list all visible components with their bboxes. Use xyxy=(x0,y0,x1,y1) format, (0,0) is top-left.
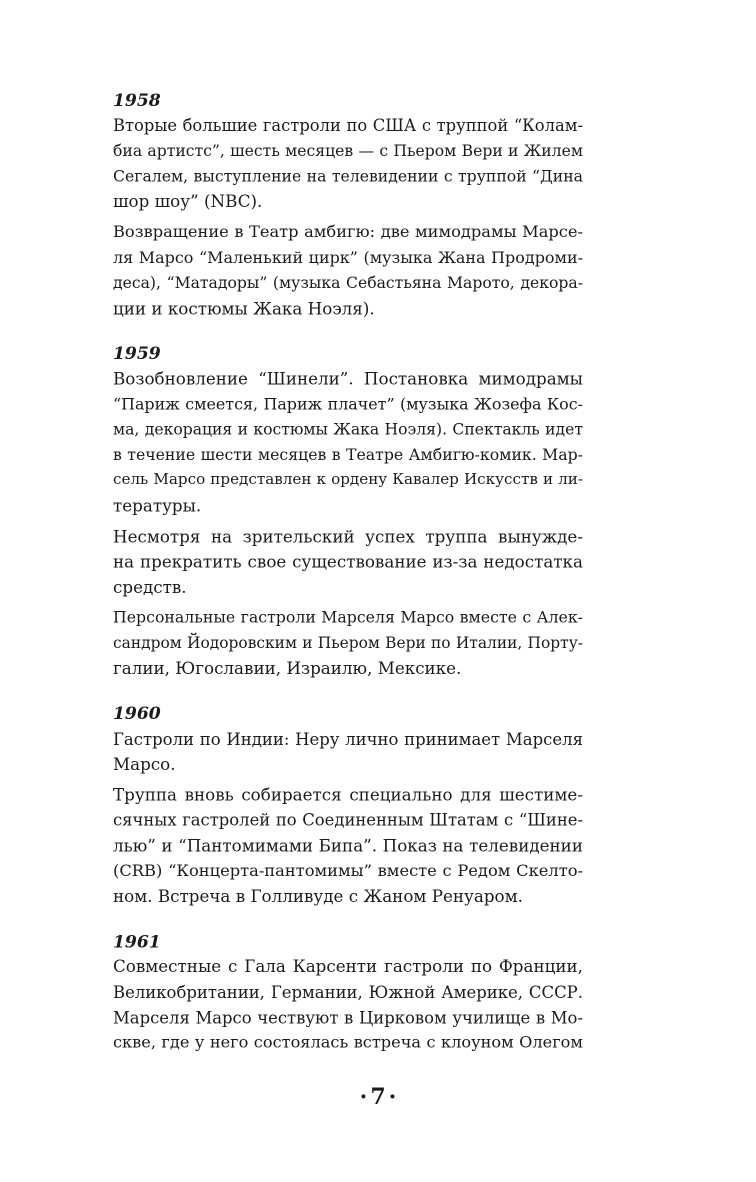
paragraph xyxy=(113,113,583,215)
text-line: ля Марсо “Маленький цирк” (музыка Жана Продроми- xyxy=(113,248,583,267)
text-line: биа артистс”, шесть месяцев — с Пьером Вери и Жилем xyxy=(113,142,583,161)
text-line: скве, где у него состоялась встреча с клоуном Олегом xyxy=(113,1034,583,1053)
folio-ornament-left: · xyxy=(359,1084,368,1110)
text-line: сель Марсо представлен к ордену Кавалер Искусств и ли- xyxy=(113,471,583,489)
year-heading: 1960 xyxy=(113,702,161,724)
page-number xyxy=(0,1082,756,1112)
folio-ornament-right: · xyxy=(388,1084,397,1110)
paragraph xyxy=(113,220,583,322)
text-line: сандром Йодоровским и Пьером Вери по Италии, Порту- xyxy=(113,634,583,653)
text-line: сячных гастролей по Соединенным Штатам с “Шине- xyxy=(113,810,583,831)
paragraph xyxy=(113,605,583,681)
text-line: на прекратить свое существование из-за недостатка xyxy=(113,552,583,572)
text-line: Вторые большие гастроли по США с труппой “Колам- xyxy=(113,115,583,135)
text-line: тературы. xyxy=(113,496,202,516)
text-line: Возвращение в Театр амбигю: две мимодрамы Марсе- xyxy=(113,222,583,242)
text-line: Совместные с Гала Карсенти гастроли по Франции, xyxy=(113,957,583,977)
paragraph xyxy=(113,524,583,600)
text-line: Великобритании, Германии, Южной Америке, СССР. xyxy=(113,982,583,1003)
year-section-1959 xyxy=(113,341,583,681)
text-line: шор шоу” (NBC). xyxy=(113,192,263,212)
text-line: ном. Встреча в Голливуде с Жаном Ренуаром. xyxy=(113,886,523,907)
text-line: ма, декорация и костюмы Жака Ноэля). Спектакль идет xyxy=(113,420,583,439)
year-heading: 1961 xyxy=(113,930,161,952)
paragraph xyxy=(113,783,583,910)
text-line: галии, Югославии, Израилю, Мексике. xyxy=(113,658,462,679)
page-body xyxy=(113,88,583,1076)
text-line: в течение шести месяцев в Театре Амбигю-комик. Мар- xyxy=(113,446,583,465)
text-line: Возобновление “Шинели”. Постановка мимодрамы xyxy=(113,369,583,389)
page-number-value: 7 xyxy=(370,1084,386,1110)
text-line: ции и костюмы Жака Ноэля). xyxy=(113,298,375,319)
paragraph xyxy=(113,955,583,1057)
year-heading: 1958 xyxy=(113,89,161,111)
year-section-1958 xyxy=(113,88,583,322)
year-heading: 1959 xyxy=(113,343,161,364)
text-line: Гастроли по Индии: Неру лично принимает Марселя xyxy=(113,729,583,749)
text-line: Несмотря на зрительский успех труппа вынужде- xyxy=(113,526,583,547)
text-line: Марселя Марсо чествуют в Цирковом училище в Мо- xyxy=(113,1007,583,1028)
text-line: Персональные гастроли Марселя Марсо вместе с Алек- xyxy=(113,608,583,627)
year-section-1960 xyxy=(113,701,583,909)
paragraph xyxy=(113,727,583,778)
year-section-1961 xyxy=(113,929,583,1056)
text-line: Труппа вновь собирается специально для шестиме- xyxy=(113,785,583,805)
text-line: Марсо. xyxy=(113,754,176,775)
text-line: лью” и “Пантомимами Бипа”. Показ на телевидении xyxy=(113,835,583,856)
text-line: Сегалем, выступление на телевидении с труппой “Дина xyxy=(113,167,583,186)
text-line: средств. xyxy=(113,577,187,598)
text-line: деса), “Матадоры” (музыка Себастьяна Марото, декора- xyxy=(113,274,583,293)
text-line: “Париж смеется, Париж плачет” (музыка Жозефа Кос- xyxy=(113,395,583,414)
paragraph xyxy=(113,367,583,519)
text-line: (CRB) “Концерта-пантомимы” вместе с Редом Скелто- xyxy=(113,861,583,881)
